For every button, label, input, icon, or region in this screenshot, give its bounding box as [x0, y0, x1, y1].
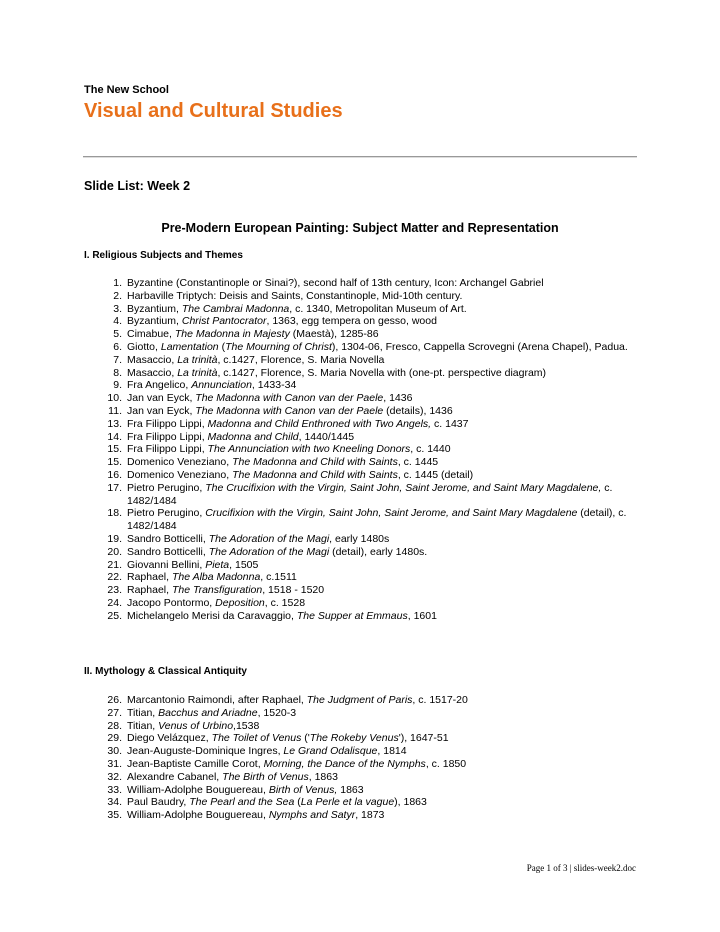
list-item: [94, 784, 634, 797]
list-item: [94, 546, 634, 559]
list-item: [94, 533, 634, 546]
list-item: [94, 809, 634, 822]
item-text: , c. 1440: [410, 443, 451, 456]
artwork-title: The Toilet of Venus: [211, 732, 302, 745]
artwork-title: Deposition: [215, 596, 265, 609]
item-text: ), 1863: [394, 796, 427, 809]
list-item: [94, 379, 634, 392]
item-text: Pietro Perugino,: [127, 507, 206, 520]
artwork-title: Morning, the Dance of the Nymphs: [263, 757, 426, 770]
artwork-title: The Birth of Venus: [222, 770, 309, 783]
item-number: 23.: [107, 584, 122, 597]
item-number: 26.: [107, 694, 122, 706]
item-text: , 1436: [383, 392, 413, 405]
artwork-title: The Madonna and Child with Saints: [232, 456, 398, 469]
artwork-title: Pieta: [205, 558, 230, 571]
item-number: 20.: [107, 545, 122, 558]
item-number: 35.: [107, 809, 122, 822]
item-text: , c.1511: [260, 571, 297, 584]
page-number: Page 1 of 3: [526, 863, 568, 873]
item-number: 25.: [107, 609, 122, 622]
item-number: 13.: [107, 417, 122, 430]
list-item: [94, 796, 634, 809]
item-text: Raphael,: [127, 584, 172, 597]
item-number: 8.: [113, 366, 122, 379]
artwork-title: The Judgment of Paris: [306, 694, 413, 706]
item-number: 18.: [107, 507, 122, 520]
header-divider: [83, 156, 637, 158]
item-text: Jean-Auguste-Dominique Ingres,: [127, 745, 284, 758]
item-text: (: [218, 340, 226, 353]
item-number: 10.: [107, 392, 122, 405]
item-text: Masaccio,: [127, 353, 178, 366]
section-heading-mythology: II. Mythology & Classical Antiquity: [84, 666, 247, 677]
item-text: Jan van Eyck,: [127, 404, 196, 417]
footer-separator: |: [569, 863, 572, 873]
artwork-title: The Adoration of the Magi: [208, 532, 330, 545]
item-text: Cimabue,: [127, 328, 175, 341]
list-item: [94, 405, 634, 418]
list-item: [94, 584, 634, 597]
item-number: 22.: [107, 571, 122, 584]
artwork-title: Nymphs and Satyr: [268, 809, 356, 822]
artwork-title: The Rokeby Venus: [309, 732, 399, 745]
slide-list-title: Slide List: Week 2: [84, 179, 191, 193]
item-text: Fra Filippo Lippi,: [127, 417, 208, 430]
item-number: 29.: [107, 732, 122, 745]
artwork-title: Christ Pantocrator: [181, 315, 267, 328]
artwork-title: Birth of Venus,: [268, 783, 338, 796]
item-text: Byzantium,: [127, 302, 182, 315]
item-text: 1863: [337, 783, 364, 796]
artwork-title: The Transfiguration: [171, 584, 263, 597]
item-text: Titian,: [127, 719, 159, 732]
list-item: [94, 354, 634, 367]
item-text: Domenico Veneziano,: [127, 456, 233, 469]
item-text: , 1440/1445: [298, 430, 355, 443]
item-text: , early 1480s: [329, 532, 390, 545]
item-text: , 1433-34: [251, 379, 297, 392]
item-text: , c. 1445: [397, 456, 439, 469]
item-text: , 1505: [229, 558, 259, 571]
item-text: (detail), c. 1482/1484: [127, 507, 627, 533]
artwork-title: The Mourning of Christ: [225, 340, 332, 353]
list-item: [94, 758, 634, 771]
department-title: Visual and Cultural Studies: [84, 100, 343, 122]
item-text: , c. 1528: [264, 596, 306, 609]
item-text: Jan van Eyck,: [127, 392, 196, 405]
item-text: '), 1647-51: [398, 732, 449, 745]
list-item: [94, 720, 634, 733]
list-item: [94, 559, 634, 572]
item-text: Jacopo Pontormo,: [127, 596, 216, 609]
item-text: (Maestà), 1285-86: [289, 328, 379, 341]
item-number: 9.: [113, 379, 122, 392]
item-text: Masaccio,: [127, 366, 178, 379]
item-number: 7.: [113, 353, 122, 366]
list-item: [94, 771, 634, 784]
page-footer: [527, 863, 636, 873]
item-text: (: [294, 796, 301, 809]
item-number: 11.: [108, 404, 122, 417]
list-item: [94, 707, 634, 720]
artwork-title: La trinità: [177, 366, 218, 379]
list-item: [94, 341, 634, 354]
item-text: , c. 1340, Metropolitan Museum of Art.: [289, 302, 467, 315]
mythology-slide-list: [94, 694, 634, 822]
item-text: Domenico Veneziano,: [127, 468, 233, 481]
item-number: 6.: [113, 340, 122, 353]
religious-slide-list: [94, 277, 634, 623]
item-text: Harbaville Triptych: Deisis and Saints, Constantinople, Mid-10th century.: [127, 289, 463, 302]
item-text: Titian,: [127, 706, 159, 719]
item-text: Giotto,: [127, 340, 161, 353]
artwork-title: Bacchus and Ariadne: [158, 706, 258, 719]
artwork-title: Madonna and Child Enthroned with Two Angels,: [207, 417, 432, 430]
item-text: , c. 1445 (detail): [397, 468, 474, 481]
item-number: 30.: [107, 745, 122, 758]
item-text: Fra Filippo Lippi,: [127, 430, 208, 443]
artwork-title: Venus of Urbino: [158, 719, 234, 732]
item-number: 14.: [107, 430, 122, 443]
artwork-title: Le Grand Odalisque: [283, 745, 378, 758]
item-number: 15.: [107, 443, 122, 456]
item-number: 24.: [107, 596, 122, 609]
item-text: Byzantium,: [127, 315, 182, 328]
artwork-title: Annunciation: [191, 379, 252, 392]
item-number: 28.: [107, 719, 122, 732]
artwork-title: The Adoration of the Magi: [208, 545, 330, 558]
item-text: c. 1437: [431, 417, 469, 430]
artwork-title: La trinità: [177, 353, 218, 366]
item-text: ,1538: [233, 719, 260, 732]
item-number: 21.: [107, 558, 122, 571]
item-number: 32.: [107, 770, 122, 783]
item-text: , 1863: [308, 770, 338, 783]
item-text: (detail), early 1480s.: [329, 545, 428, 558]
item-number: 3.: [113, 302, 122, 315]
artwork-title: The Pearl and the Sea: [189, 796, 295, 809]
artwork-title: The Madonna in Majesty: [174, 328, 290, 341]
item-number: 2.: [113, 289, 122, 302]
item-text: , 1814: [377, 745, 407, 758]
item-number: 31.: [107, 757, 122, 770]
item-text: Byzantine (Constantinople or Sinai?), second half of 13th century, Icon: Archangel Gabriel: [127, 277, 544, 289]
item-text: , c. 1850: [425, 757, 467, 770]
artwork-title: The Supper at Emmaus: [296, 609, 408, 622]
list-item: [94, 694, 634, 707]
list-item: [94, 597, 634, 610]
item-number: 34.: [107, 796, 122, 809]
item-number: 17.: [107, 481, 122, 494]
list-item: [94, 745, 634, 758]
artwork-title: The Madonna with Canon van der Paele: [195, 404, 384, 417]
list-item: [94, 469, 634, 482]
artwork-title: Madonna and Child: [207, 430, 299, 443]
artwork-title: The Annunciation with two Kneeling Donors: [207, 443, 411, 456]
list-item: [94, 456, 634, 469]
item-number: 16.: [107, 468, 122, 481]
list-item: [94, 303, 634, 316]
list-item: [94, 571, 634, 584]
item-text: Fra Filippo Lippi,: [127, 443, 208, 456]
file-name: slides-week2.doc: [573, 863, 636, 873]
list-item: [94, 431, 634, 444]
list-item: [94, 277, 634, 290]
artwork-title: La Perle et la vague: [300, 796, 395, 809]
list-item: [94, 328, 634, 341]
artwork-title: The Madonna with Canon van der Paele: [195, 392, 384, 405]
item-text: Sandro Botticelli,: [127, 532, 209, 545]
item-text: (details), 1436: [383, 404, 453, 417]
list-item: [94, 392, 634, 405]
item-number: 15.: [107, 456, 122, 469]
list-item: [94, 482, 634, 508]
list-item: [94, 732, 634, 745]
item-text: Diego Velázquez,: [127, 732, 212, 745]
item-text: , 1520-3: [257, 706, 297, 719]
item-number: 27.: [107, 706, 122, 719]
item-text: ), 1304-06, Fresco, Cappella Scrovegni (Arena Chapel), Padua.: [331, 340, 628, 353]
item-text: Alexandre Cabanel,: [127, 770, 223, 783]
artwork-title: The Madonna and Child with Saints: [232, 468, 398, 481]
list-item: [94, 315, 634, 328]
item-text: Giovanni Bellini,: [127, 558, 206, 571]
item-number: 5.: [113, 328, 122, 341]
item-text: c. 1482/1484: [127, 481, 613, 507]
item-number: 33.: [107, 783, 122, 796]
item-text: , 1518 - 1520: [262, 584, 325, 597]
item-text: Marcantonio Raimondi, after Raphael,: [127, 694, 307, 706]
list-item: [94, 507, 634, 533]
artwork-title: The Cambrai Madonna: [181, 302, 290, 315]
item-number: 1.: [113, 277, 122, 289]
section-heading-religious: I. Religious Subjects and Themes: [84, 250, 243, 261]
list-item: [94, 443, 634, 456]
list-item: [94, 290, 634, 303]
list-item: [94, 610, 634, 623]
item-text: , 1873: [355, 809, 385, 822]
artwork-title: The Crucifixion with the Virgin, Saint John, Saint Jerome, and Saint Mary Magdalene,: [205, 481, 602, 494]
item-text: William-Adolphe Bouguereau,: [127, 809, 269, 822]
document-subtitle: Pre-Modern European Painting: Subject Matter and Representation: [161, 221, 559, 235]
item-text: , 1601: [407, 609, 437, 622]
item-text: Pietro Perugino,: [127, 481, 206, 494]
item-text: Paul Baudry,: [127, 796, 190, 809]
item-text: Jean-Baptiste Camille Corot,: [127, 757, 264, 770]
artwork-title: Crucifixion with the Virgin, Saint John, Saint Jerome, and Saint Mary Magdalene: [205, 507, 578, 520]
item-number: 19.: [107, 532, 122, 545]
item-text: (': [301, 732, 310, 745]
item-text: , c.1427, Florence, S. Maria Novella with (one-pt. perspective diagram): [217, 366, 547, 379]
artwork-title: Lamentation: [160, 340, 219, 353]
item-text: Sandro Botticelli,: [127, 545, 209, 558]
institution-name: The New School: [84, 84, 169, 96]
item-text: , c. 1517-20: [412, 694, 468, 706]
artwork-title: The Alba Madonna: [171, 571, 261, 584]
list-item: [94, 418, 634, 431]
item-text: William-Adolphe Bouguereau,: [127, 783, 269, 796]
item-text: , 1363, egg tempera on gesso, wood: [266, 315, 437, 328]
list-item: [94, 367, 634, 380]
item-number: 4.: [113, 315, 122, 328]
item-text: Fra Angelico,: [127, 379, 192, 392]
item-text: Raphael,: [127, 571, 172, 584]
item-text: Michelangelo Merisi da Caravaggio,: [127, 609, 297, 622]
item-text: , c.1427, Florence, S. Maria Novella: [217, 353, 385, 366]
